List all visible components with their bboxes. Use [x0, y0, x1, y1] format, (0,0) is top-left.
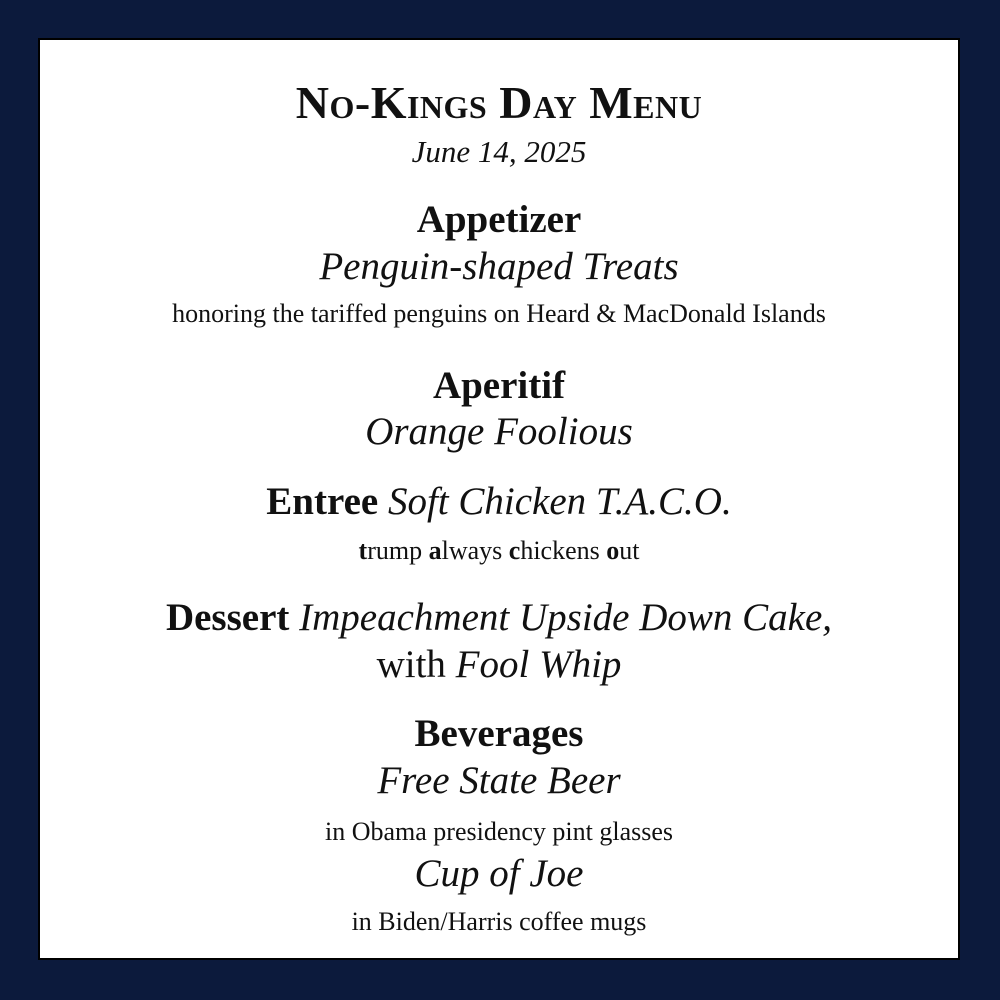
acronym-word	[509, 536, 600, 565]
dessert-topping: Fool Whip	[455, 643, 622, 686]
dessert-line	[40, 598, 958, 637]
aperitif-heading: Aperitif	[432, 364, 566, 407]
acronym-word	[606, 536, 639, 565]
acronym-initial: o	[606, 536, 620, 565]
beverages-heading: Beverages	[414, 712, 584, 755]
beverage-coffee: Cup of Joe	[414, 852, 584, 895]
beverage-coffee-note: in Biden/Harris coffee mugs	[351, 907, 647, 936]
aperitif-dish: Orange Foolious	[365, 410, 633, 453]
acronym-initial: c	[508, 536, 521, 565]
entree-heading: Entree	[266, 480, 379, 523]
dessert-dish: Impeachment Upside Down Cake,	[299, 596, 833, 639]
beverage-beer: Free State Beer	[377, 759, 621, 802]
acronym-rest: ut	[619, 536, 640, 565]
acronym-rest: hickens	[520, 536, 600, 565]
dessert-heading: Dessert	[165, 596, 290, 639]
dessert-with: with	[376, 643, 446, 686]
dessert-topping-line	[40, 645, 958, 684]
menu-date: June 14, 2025	[411, 134, 587, 169]
appetizer-dish: Penguin-shaped Treats	[319, 245, 679, 288]
acronym-rest: lways	[441, 536, 503, 565]
appetizer-heading: Appetizer	[416, 198, 582, 241]
menu-title: No-Kings Day Menu	[295, 77, 703, 128]
entree-line	[40, 482, 958, 521]
acronym-initial: a	[428, 536, 442, 565]
acronym-word	[359, 536, 423, 565]
menu-card	[38, 38, 960, 960]
acronym-rest: rump	[367, 536, 423, 565]
entree-dish: Soft Chicken T.A.C.O.	[387, 480, 732, 523]
beverage-beer-note: in Obama presidency pint glasses	[324, 817, 674, 846]
entree-acronym	[40, 538, 958, 564]
appetizer-note: honoring the tariffed penguins on Heard & MacDonald Islands	[172, 299, 826, 328]
acronym-initial: t	[358, 536, 368, 565]
acronym-word	[429, 536, 503, 565]
